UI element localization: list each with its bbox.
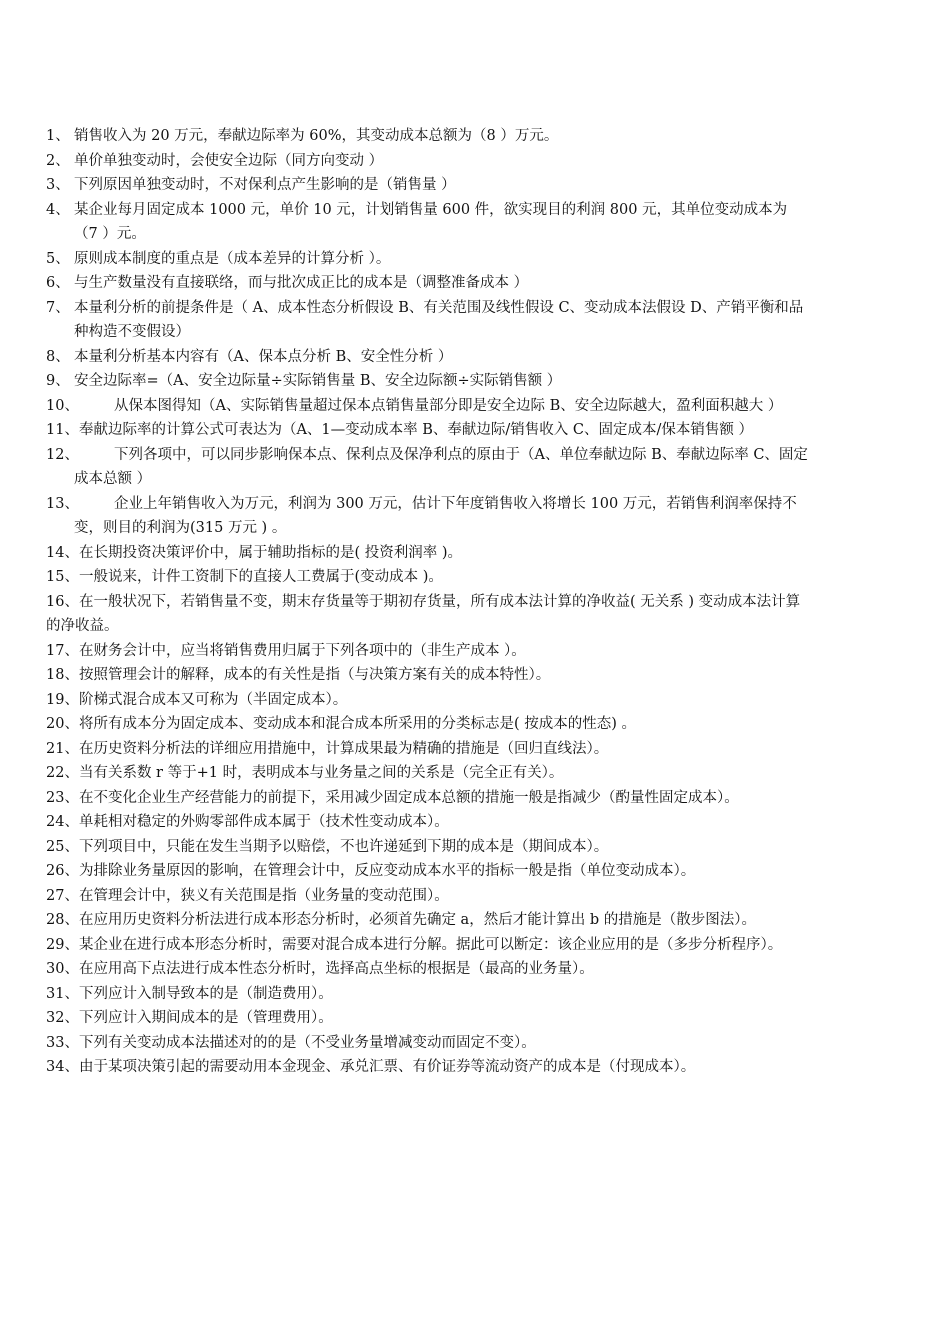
question-text: 销售收入为 20 万元，奉献边际率为 60%，其变动成本总额为（8 ）万元。 xyxy=(74,128,559,144)
question-text: 单耗相对稳定的外购零部件成本属于（技术性变动成本）。 xyxy=(78,814,449,830)
question-text: 在应用高下点法进行成本性态分析时，选择高点坐标的根据是（最高的业务量）。 xyxy=(78,961,594,977)
question-number: 12、 xyxy=(46,446,79,463)
question-number: 29、 xyxy=(46,936,79,953)
question-item xyxy=(46,590,808,639)
question-item xyxy=(46,737,808,762)
question-number: 31、 xyxy=(46,985,79,1002)
question-item xyxy=(46,296,808,345)
question-number: 24、 xyxy=(46,814,79,830)
question-number: 8、 xyxy=(46,348,70,365)
question-number: 15、 xyxy=(46,569,79,585)
question-text: 按照管理会计的解释，成本的有关性是指（与决策方案有关的成本特性）。 xyxy=(78,667,551,683)
question-number: 13、 xyxy=(46,495,79,512)
question-text: 在不变化企业生产经营能力的前提下，采用减少固定成本总额的措施一般是指减少（酌量性固定成本）。 xyxy=(78,789,739,806)
question-item xyxy=(46,418,808,443)
question-item xyxy=(46,663,808,688)
question-text: 原则成本制度的重点是（成本差异的计算分析 ）。 xyxy=(74,250,391,267)
question-number: 27、 xyxy=(46,887,79,904)
question-number: 26、 xyxy=(46,863,79,879)
question-list xyxy=(46,124,808,1080)
question-number: 30、 xyxy=(46,961,79,977)
question-item xyxy=(46,884,808,909)
question-text: 奉献边际率的计算公式可表达为（A、1—变动成本率 B、奉献边际/销售收入 C、固定成本/保本销售额 ） xyxy=(78,422,753,438)
question-item xyxy=(46,786,808,811)
question-item xyxy=(46,1006,808,1031)
question-item xyxy=(46,1055,808,1080)
question-text: 一般说来，计件工资制下的直接人工费属于(变动成本 )。 xyxy=(78,569,443,585)
question-item xyxy=(46,345,808,370)
question-text: 单价单独变动时，会使安全边际（同方向变动 ） xyxy=(74,152,384,169)
question-text: 将所有成本分为固定成本、变动成本和混合成本所采用的分类标志是( 按成本的性态) 。 xyxy=(78,716,636,732)
question-item xyxy=(46,565,808,590)
question-number: 1、 xyxy=(46,128,70,144)
question-item xyxy=(46,957,808,982)
question-item xyxy=(46,639,808,664)
question-number: 3、 xyxy=(46,177,70,193)
question-number: 18、 xyxy=(46,667,79,683)
question-number: 6、 xyxy=(46,275,70,291)
question-item xyxy=(46,149,808,174)
question-text: 在管理会计中，狭义有关范围是指（业务量的变动范围）。 xyxy=(78,887,449,904)
question-number: 5、 xyxy=(46,250,70,267)
question-text: 下列有关变动成本法描述对的的是（不受业务量增减变动而固定不变）。 xyxy=(78,1034,536,1051)
question-text: 下列应计入制导致本的是（制造费用）。 xyxy=(78,985,333,1002)
question-number: 10、 xyxy=(46,397,79,414)
question-item xyxy=(46,394,808,419)
question-item xyxy=(46,810,808,835)
question-text: 由于某项决策引起的需要动用本金现金、承兑汇票、有价证券等流动资产的成本是（付现成本）。 xyxy=(78,1059,696,1075)
question-text: 下列原因单独变动时，不对保利点产生影响的是（销售量 ） xyxy=(74,177,456,193)
question-item xyxy=(46,688,808,713)
question-item xyxy=(46,443,808,492)
question-item xyxy=(46,859,808,884)
question-item xyxy=(46,908,808,933)
question-item xyxy=(46,835,808,860)
question-number: 16、 xyxy=(46,593,79,610)
question-number: 17、 xyxy=(46,642,79,659)
question-number: 20、 xyxy=(46,716,79,732)
question-text: 安全边际率=（A、安全边际量÷实际销售量 B、安全边际额÷实际销售额 ） xyxy=(74,373,562,389)
question-number: 2、 xyxy=(46,152,70,169)
question-text: 当有关系数 r 等于+1 时，表明成本与业务量之间的关系是（完全正有关）。 xyxy=(78,765,564,781)
question-text: 某企业每月固定成本 1000 元，单价 10 元，计划销售量 600 件，欲实现目的利润 800 元，其单位变动成本为（7 ）元。 xyxy=(74,201,788,242)
question-number: 11、 xyxy=(46,422,79,438)
question-number: 22、 xyxy=(46,765,79,781)
question-item xyxy=(46,271,808,296)
question-text: 下列各项中，可以同步影响保本点、保利点及保净利点的原由于（A、单位奉献边际 B、奉献边际率 C、固定成本总额 ） xyxy=(74,446,808,487)
question-text: 在应用历史资料分析法进行成本形态分析时，必须首先确定 a，然后才能计算出 b 的措施是（散步图法）。 xyxy=(78,912,756,928)
question-text: 在长期投资决策评价中，属于辅助指标的是( 投资利润率 )。 xyxy=(78,544,462,561)
question-text: 在一般状况下，若销售量不变，期末存货量等于期初存货量，所有成本法计算的净收益( 无关系 ) 变动成本法计算的净收益。 xyxy=(46,593,801,634)
question-number: 34、 xyxy=(46,1059,79,1075)
question-number: 4、 xyxy=(46,201,70,218)
question-item xyxy=(46,492,808,541)
question-text: 企业上年销售收入为万元，利润为 300 万元，估计下年度销售收入将增长 100 万元，若销售利润率保持不变，则目的利润为(315 万元 ) 。 xyxy=(74,495,797,536)
question-number: 14、 xyxy=(46,544,79,561)
question-text: 本量利分析基本内容有（A、保本点分析 B、安全性分析 ） xyxy=(74,348,453,365)
question-text: 下列项目中，只能在发生当期予以赔偿，不也许递延到下期的成本是（期间成本）。 xyxy=(78,838,609,855)
question-text: 在历史资料分析法的详细应用措施中，计算成果最为精确的措施是（回归直线法）。 xyxy=(78,740,609,757)
question-text: 阶梯式混合成本又可称为（半固定成本）。 xyxy=(78,691,348,708)
question-item xyxy=(46,198,808,247)
question-text: 下列应计入期间成本的是（管理费用）。 xyxy=(78,1010,333,1026)
question-text: 从保本图得知（A、实际销售量超过保本点销售量部分即是安全边际 B、安全边际越大，盈利面积越大 ） xyxy=(114,397,783,414)
question-item xyxy=(46,933,808,958)
question-item xyxy=(46,761,808,786)
question-number: 25、 xyxy=(46,838,79,855)
question-number: 23、 xyxy=(46,789,79,806)
question-number: 32、 xyxy=(46,1010,79,1026)
question-number: 7、 xyxy=(46,299,70,316)
question-item xyxy=(46,369,808,394)
question-item xyxy=(46,541,808,566)
question-text: 在财务会计中，应当将销售费用归属于下列各项中的（非生产成本 ）。 xyxy=(78,642,526,659)
question-text: 为排除业务量原因的影响，在管理会计中，反应变动成本水平的指标一般是指（单位变动成本）。 xyxy=(78,863,696,879)
question-text: 与生产数量没有直接联络，而与批次成正比的成本是（调整准备成本 ） xyxy=(74,275,529,291)
question-item xyxy=(46,124,808,149)
question-number: 9、 xyxy=(46,373,70,389)
question-text: 某企业在进行成本形态分析时，需要对混合成本进行分解。据此可以断定：该企业应用的是（多步分析程序）。 xyxy=(78,936,783,953)
question-number: 28、 xyxy=(46,912,79,928)
question-number: 19、 xyxy=(46,691,79,708)
question-item xyxy=(46,712,808,737)
question-item xyxy=(46,982,808,1007)
question-item xyxy=(46,1031,808,1056)
question-item xyxy=(46,173,808,198)
question-number: 21、 xyxy=(46,740,79,757)
question-item xyxy=(46,247,808,272)
question-number: 33、 xyxy=(46,1034,79,1051)
question-text: 本量利分析的前提条件是（ A、成本性态分析假设 B、有关范围及线性假设 C、变动成本法假设 D、产销平衡和品种构造不变假设） xyxy=(74,299,804,340)
